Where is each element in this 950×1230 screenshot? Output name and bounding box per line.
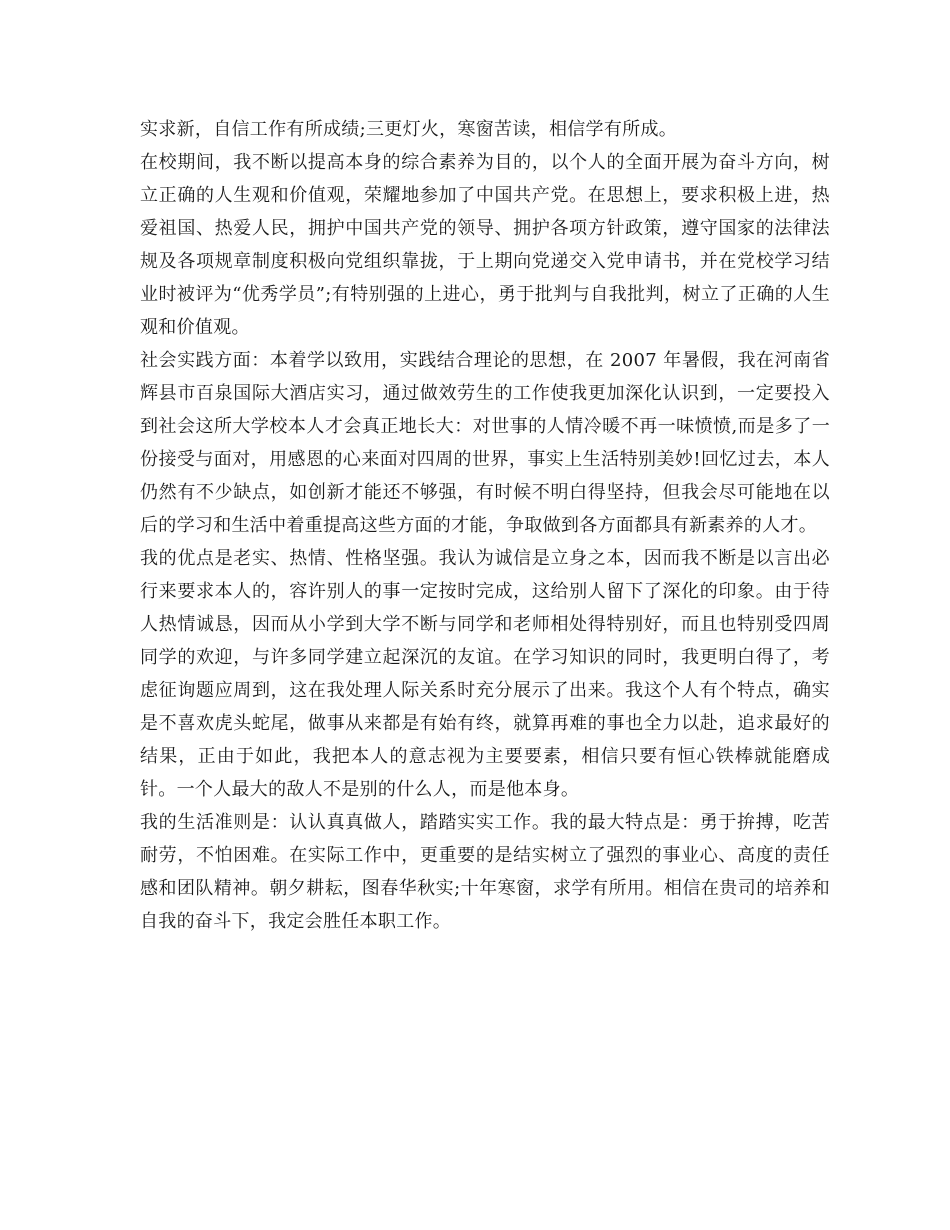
paragraph: 社会实践方面：本着学以致用，实践结合理论的思想，在 2007 年暑假，我在河南省辉县市百泉国际大酒店实习，通过做效劳生的工作使我更加深化认识到，一定要投入到社会这所大学校本人才会真正地长大：对世事的人情冷暖不再一味愤愤,而是多了一份接受与面对，用感恩的心来面对四周的世界，事实上生活特别美妙!回忆过去，本人仍然有不少缺点，如创新才能还不够强，有时候不明白得坚持，但我会尽可能地在以后的学习和生活中着重提高这些方面的才能，争取做到各方面都具有新素养的人才。 bbox=[140, 350, 830, 536]
paragraph: 我的优点是老实、热情、性格坚强。我认为诚信是立身之本，因而我不断是以言出必行来要求本人的，容许别人的事一定按时完成，这给别人留下了深化的印象。由于待人热情诚恳，因而从小学到大学不断与同学和老师相处得特别好，而且也特别受四周同学的欢迎，与许多同学建立起深沉的友谊。在学习知识的同时，我更明白得了，考虑征询题应周到，这在我处理人际关系时充分展示了出来。我这个人有个特点，确实是不喜欢虎头蛇尾，做事从来都是有始有终，就算再难的事也全力以赴，追求最好的结果，正由于如此，我把本人的意志视为主要要素，相信只要有恒心铁棒就能磨成针。一个人最大的敌人不是别的什么人，而是他本身。 bbox=[140, 548, 830, 800]
paragraph: 我的生活准则是：认认真真做人，踏踏实实工作。我的最大特点是：勇于拚搏，吃苦耐劳，不怕困难。在实际工作中，更重要的是结实树立了强烈的事业心、高度的责任感和团队精神。朝夕耕耘，图春华秋实;十年寒窗，求学有所用。相信在贵司的培养和自我的奋斗下，我定会胜任本职工作。 bbox=[140, 812, 830, 932]
paragraph: 实求新，自信工作有所成绩;三更灯火，寒窗苦读，相信学有所成。 bbox=[140, 119, 678, 140]
document-body bbox=[140, 113, 830, 938]
paragraph: 在校期间，我不断以提高本身的综合素养为目的，以个人的全面开展为奋斗方向，树立正确的人生观和价值观，荣耀地参加了中国共产党。在思想上，要求积极上进，热爱祖国、热爱人民，拥护中国共产党的领导、拥护各项方针政策，遵守国家的法律法规及各项规章制度积极向党组织靠拢，于上期向党递交入党申请书，并在党校学习结业时被评为“优秀学员”;有特别强的上进心，勇于批判与自我批判，树立了正确的人生观和价值观。 bbox=[140, 152, 830, 338]
